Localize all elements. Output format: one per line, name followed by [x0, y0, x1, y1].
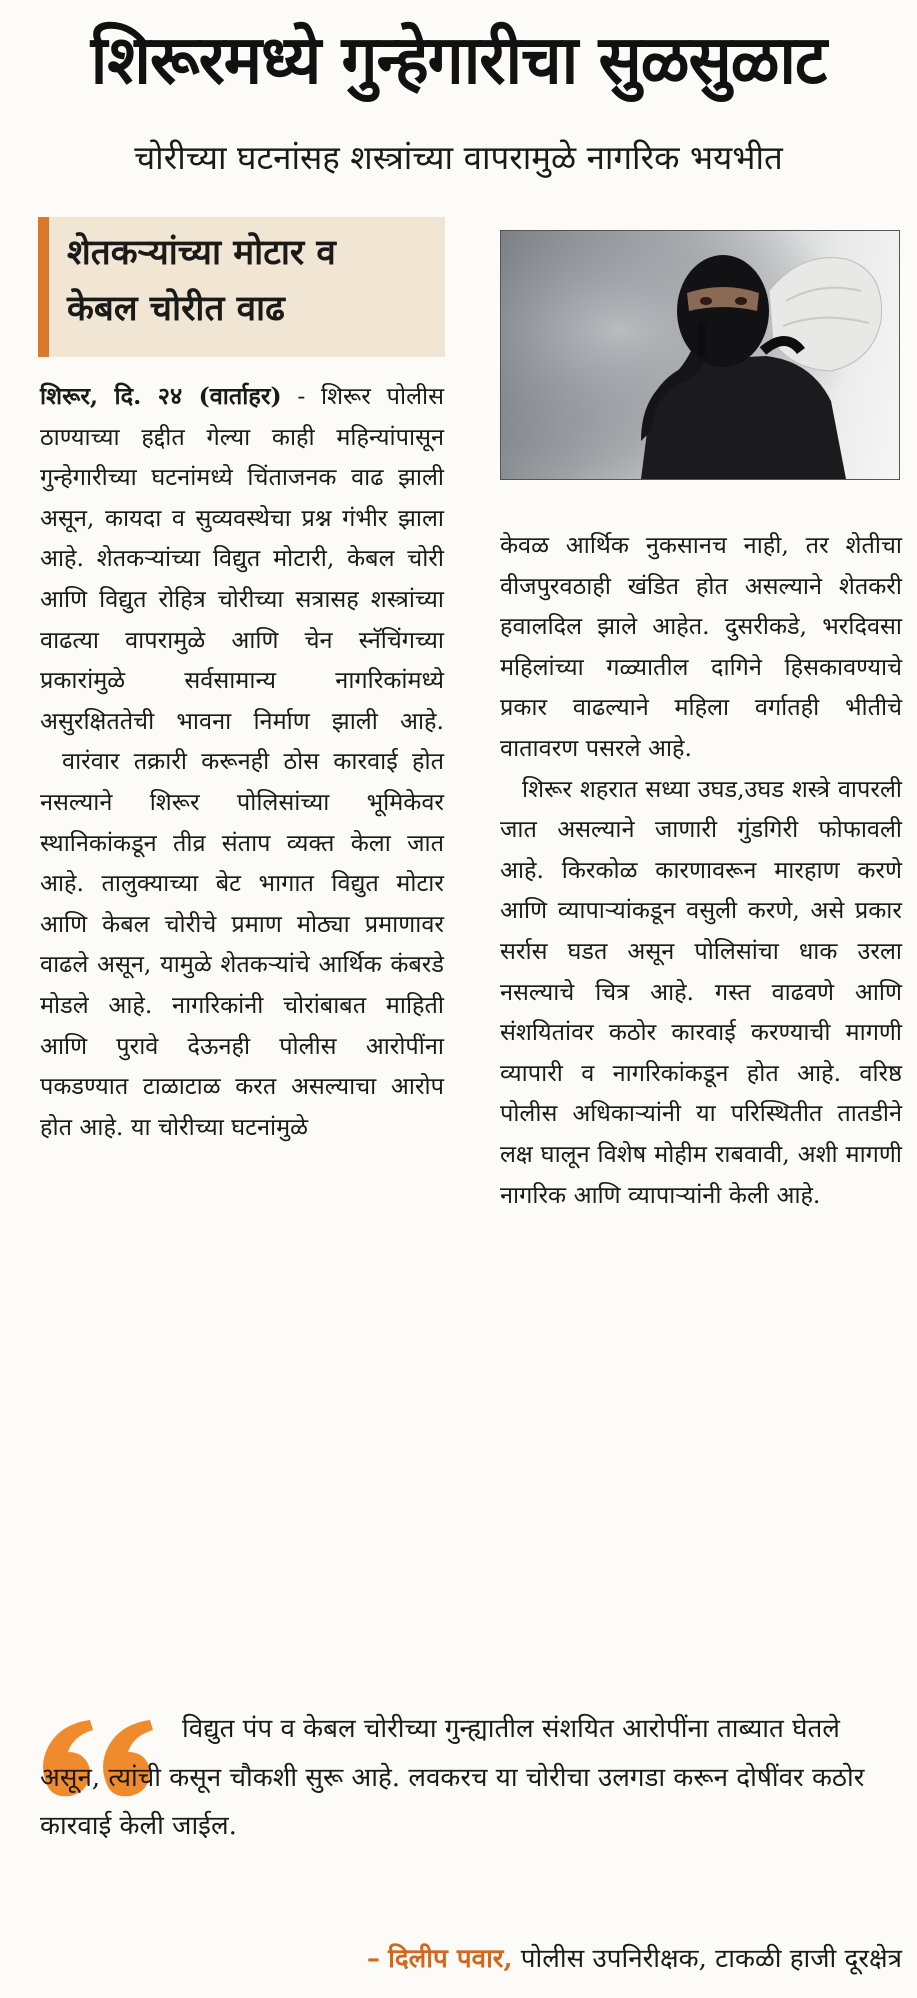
news-photo-masked-thief [500, 230, 900, 480]
attribution-name: दिलीप पवार, [388, 1944, 513, 1974]
article-paragraph: - शिरूर पोलीस ठाण्याच्या हद्दीत गेल्या काही महिन्यांपासून गुन्हेगारीच्या घटनांमध्ये चिंताजनक वाढ झाली असून, कायदा व सुव्यवस्थेचा प्रश्न गंभीर झाला आहे. शेतकऱ्यांच्या विद्युत मोटारी, केबल चोरी आणि विद्युत रोहित्र चोरीच्या सत्रासह शस्त्रांच्या वाढत्या वापरामुळे आणि चेन स्नॅचिंगच्या प्रकारांमुळे सर्वसामान्य नागरिकांमध्ये असुरक्षिततेची भावना निर्माण झाली आहे. [40, 382, 444, 735]
article-column-right [500, 525, 902, 1215]
kicker-box [38, 217, 445, 357]
quote-attribution [367, 1937, 902, 1981]
kicker-line: शेतकऱ्यांच्या मोटार व [67, 233, 336, 273]
article-paragraph: वारंवार तक्रारी करूनही ठोस कारवाई होत नसल्याने शिरूर पोलिसांच्या भूमिकेवर स्थानिकांकडून तीव्र संताप व्यक्त केला जात आहे. तालुक्याच्या बेट भागात विद्युत मोटार आणि केबल चोरीचे प्रमाण मोठ्या प्रमाणावर वाढले असून, यामुळे शेतकऱ्यांचे आर्थिक कंबरडे मोडले आहे. नागरिकांनी चोरांबाबत माहिती आणि पुरावे देऊनही पोलीस आरोपींना पकडण्यात टाळाटाळ करत असल्याचा आरोप होत आहे. या चोरीच्या घटनांमुळे [40, 747, 444, 1141]
article-column-left [40, 376, 444, 1147]
headline: शिरूरमध्ये गुन्हेगारीचा सुळसुळाट [90, 22, 827, 100]
thief-illustration [501, 231, 899, 479]
subheadline: चोरीच्या घटनांसह शस्त्रांच्या वापरामुळे नागरिक भयभीत [134, 138, 783, 177]
article-paragraph: शिरूर शहरात सध्या उघड,उघड शस्त्रे वापरली जात असल्याने जाणारी गुंडगिरी फोफावली आहे. किरकोळ कारणावरून मारहाण करणे आणि व्यापाऱ्यांकडून वसुली करणे, असे प्रकार सर्रास घडत असून पोलिसांचा धाक उरला नसल्याचे चित्र आहे. गस्त वाढवणे आणि संशयितांवर कठोर कारवाई करण्याची मागणी व्यापारी व नागरिकांकडून होत आहे. वरिष्ठ पोलीस अधिकाऱ्यांनी या परिस्थितीत तातडीने लक्ष घालून विशेष मोहीम राबवावी, अशी मागणी नागरिक आणि व्यापाऱ्यांनी केली आहे. [500, 774, 902, 1209]
article-paragraph: केवळ आर्थिक नुकसानच नाही, तर शेतीचा वीजपुरवठाही खंडित होत असल्याने शेतकरी हवालदिल झाले आहेत. दुसरीकडे, भरदिवसा महिलांच्या गळ्यातील दागिने हिसकावण्याचे प्रकार वाढल्याने महिला वर्गातही भीतीचे वातावरण पसरले आहे. [500, 531, 902, 762]
attribution-dash: – [366, 1944, 380, 1974]
attribution-designation: पोलीस उपनिरीक्षक, टाकळी हाजी दूरक्षेत्र [520, 1944, 902, 1974]
quote-text: विद्युत पंप व केबल चोरीच्या गुन्ह्यातील संशयित आरोपींना ताब्यात घेतले असून, त्यांची कसून चौकशी सुरू आहे. लवकरच या चोरीचा उलगडा करून दोषींवर कठोर कारवाई केली जाईल. [40, 1714, 865, 1841]
kicker-line: केबल चोरीत वाढ [67, 289, 285, 329]
dateline: शिरूर, दि. २४ (वार्ताहर) [40, 382, 282, 410]
